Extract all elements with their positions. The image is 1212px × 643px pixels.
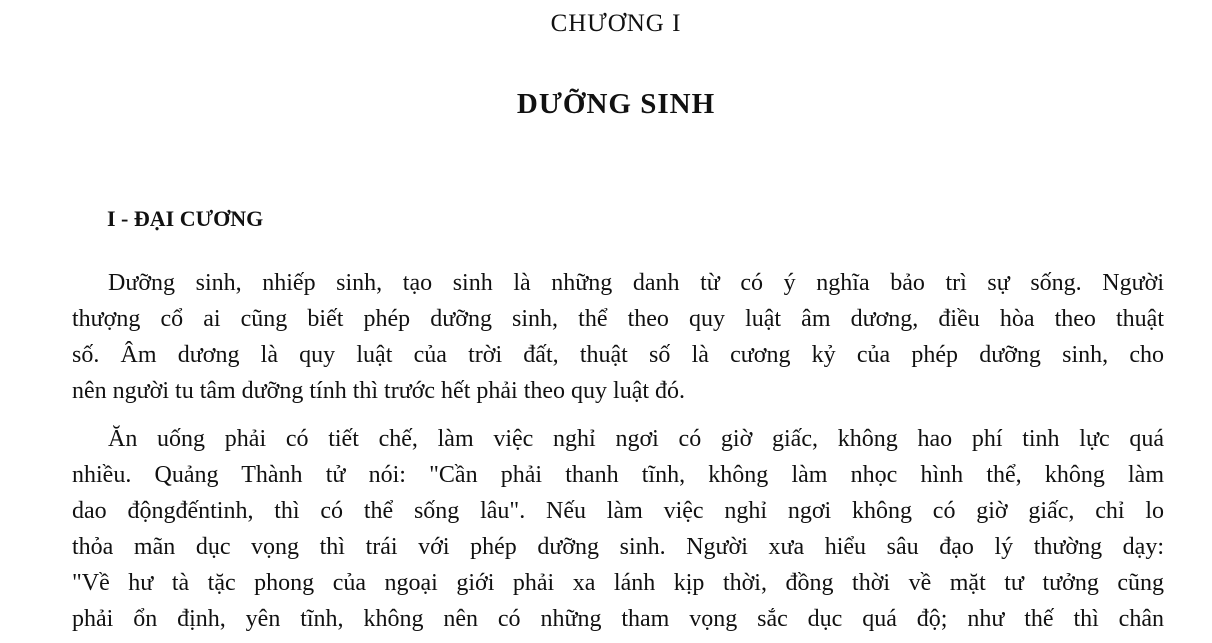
text-line: Dưỡng sinh, nhiếp sinh, tạo sinh là những danh từ có ý nghĩa bảo trì sự sống. Người xyxy=(108,270,1164,296)
text-line: nên người tu tâm dưỡng tính thì trước hết phải theo quy luật đó. xyxy=(72,378,686,404)
chapter-title: DƯỠNG SINH xyxy=(516,88,716,120)
section-heading: I - ĐẠI CƯƠNG xyxy=(107,206,264,231)
text-line: thượng cổ ai cũng biết phép dưỡng sinh, thể theo quy luật âm dương, điều hòa theo thuật xyxy=(72,306,1164,332)
paragraph-2 xyxy=(72,421,1164,637)
paragraph-1 xyxy=(72,265,1164,409)
chapter-label: CHƯƠNG I xyxy=(550,10,682,37)
text-line: phải ổn định, yên tĩnh, không nên có những tham vọng sắc dục quá độ; như thế thì chân xyxy=(72,606,1164,632)
text-line: Ăn uống phải có tiết chế, làm việc nghỉ ngơi có giờ giấc, không hao phí tinh lực quá xyxy=(108,426,1164,452)
text-line: số. Âm dương là quy luật của trời đất, thuật số là cương kỷ của phép dưỡng sinh, cho xyxy=(72,342,1164,368)
text-line: thỏa mãn dục vọng thì trái với phép dưỡng sinh. Người xưa hiểu sâu đạo lý thường dạy: xyxy=(72,534,1164,560)
text-line: dao độngđếntinh, thì có thể sống lâu". Nếu làm việc nghỉ ngơi không có giờ giấc, chỉ lo xyxy=(72,498,1164,524)
text-line: "Về hư tà tặc phong của ngoại giới phải xa lánh kịp thời, đồng thời về mặt tư tưởng cũng xyxy=(72,570,1164,596)
text-line: nhiều. Quảng Thành tử nói: "Cần phải thanh tĩnh, không làm nhọc hình thể, không làm xyxy=(72,462,1164,488)
